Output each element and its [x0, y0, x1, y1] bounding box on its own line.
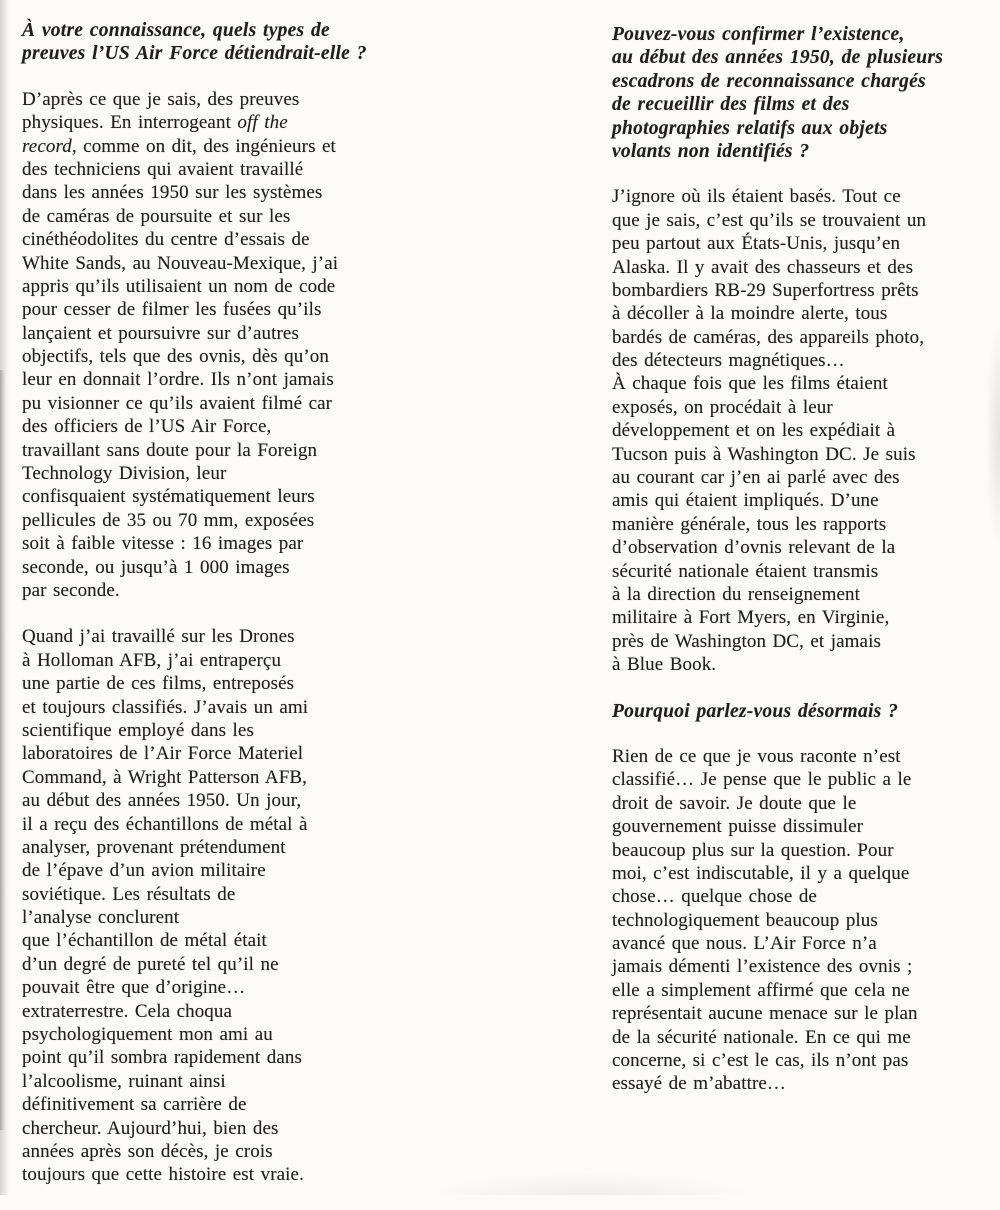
text-line	[22, 929, 387, 952]
text-line	[612, 815, 987, 838]
text-segment: chose… quelque chose de	[612, 886, 817, 908]
text-segment: extraterrestre. Cela choqua	[22, 1000, 233, 1022]
text-segment: lançaient et poursuivre sur d’autres	[22, 322, 299, 344]
text-line	[22, 1117, 387, 1140]
text-line	[22, 953, 387, 976]
text-line	[612, 768, 987, 791]
scan-artifact-bottom-smudge	[430, 1173, 750, 1195]
text-line	[612, 606, 987, 629]
text-segment: des officiers de l’US Air Force,	[22, 416, 272, 438]
text-line	[22, 205, 387, 228]
text-line	[22, 415, 387, 438]
text-line	[22, 719, 387, 742]
text-line	[612, 1049, 987, 1072]
text-segment: définitivement sa carrière de	[22, 1094, 247, 1116]
scan-artifact-left-edge	[0, 0, 9, 1195]
text-line	[612, 979, 987, 1002]
text-segment: bardés de caméras, des appareils photo,	[612, 326, 925, 348]
text-segment: D’après ce que je sais, des preuves	[22, 88, 300, 110]
text-segment: années après son décès, je crois	[22, 1140, 273, 1162]
text-line	[612, 862, 987, 885]
text-segment: droit de savoir. Je doute que le	[612, 792, 857, 814]
text-segment: technologiquement beaucoup plus	[612, 909, 878, 931]
text-line	[22, 88, 387, 111]
text-segment: photographies relatifs aux objets	[612, 117, 888, 139]
text-segment: Rien de ce que je vous raconte n’est	[612, 745, 901, 767]
text-line	[612, 46, 987, 69]
text-line	[22, 1140, 387, 1163]
text-segment: que l’échantillon de métal était	[22, 930, 267, 952]
interview-question	[612, 700, 987, 723]
text-segment: à Holloman AFB, j’ai entraperçu	[22, 649, 282, 671]
text-segment: chercheur. Aujourd’hui, bien des	[22, 1117, 279, 1139]
text-line	[22, 345, 387, 368]
text-line	[22, 556, 387, 579]
text-segment: J’ignore où ils étaient basés. Tout ce	[612, 186, 901, 208]
text-line	[612, 466, 987, 489]
text-line	[22, 439, 387, 462]
text-line	[22, 19, 387, 42]
text-segment: Quand j’ai travaillé sur les Drones	[22, 626, 295, 648]
text-segment: classifié… Je pense que le public a le	[612, 769, 912, 791]
text-segment: psychologiquement mon ami au	[22, 1024, 273, 1046]
text-line	[22, 1163, 387, 1186]
text-segment: près de Washington DC, et jamais	[612, 630, 881, 652]
italic-text-segment: record	[22, 135, 72, 157]
text-line	[22, 228, 387, 251]
text-line	[22, 813, 387, 836]
text-line	[612, 885, 987, 908]
text-line	[612, 349, 987, 372]
text-segment: Tucson puis à Washington DC. Je suis	[612, 443, 916, 465]
text-line	[22, 532, 387, 555]
text-line	[22, 766, 387, 789]
text-segment: développement et on les expédiait à	[612, 420, 896, 442]
text-segment: concerne, si c’est le cas, ils n’ont pas	[612, 1050, 909, 1072]
text-segment: Pouvez-vous confirmer l’existence,	[612, 24, 905, 45]
interview-answer	[22, 88, 387, 603]
text-segment: bombardiers RB-29 Superfortress prêts	[612, 279, 919, 301]
text-segment: avancé que nous. L’Air Force n’a	[612, 933, 877, 955]
text-segment: analyser, provenant prétendument	[22, 836, 286, 858]
text-segment: volants non identifiés ?	[612, 140, 810, 162]
text-segment: à Blue Book.	[612, 654, 717, 676]
text-segment: seconde, ou jusqu’à 1 000 images	[22, 556, 290, 578]
text-segment: dans les années 1950 sur les systèmes	[22, 182, 323, 204]
text-segment: travaillant sans doute pour la Foreign	[22, 439, 318, 461]
text-line	[612, 513, 987, 536]
text-line	[22, 158, 387, 181]
text-line	[612, 583, 987, 606]
text-segment: peu partout aux États-Unis, jusqu’en	[612, 233, 901, 255]
text-segment: l’alcoolisme, ruinant ainsi	[22, 1070, 226, 1092]
text-line	[22, 485, 387, 508]
text-segment: essayé de m’abattre…	[612, 1073, 787, 1095]
text-line	[612, 326, 987, 349]
text-segment: à décoller à la moindre alerte, tous	[612, 303, 888, 325]
text-line	[612, 232, 987, 255]
text-line	[22, 1000, 387, 1023]
text-line	[22, 298, 387, 321]
text-segment: que je sais, c’est qu’ils se trouvaient un	[612, 209, 927, 231]
text-line	[22, 976, 387, 999]
text-line	[22, 275, 387, 298]
text-line	[22, 42, 387, 65]
text-line	[22, 836, 387, 859]
text-line	[612, 653, 987, 676]
text-segment: manière générale, tous les rapports	[612, 513, 887, 535]
text-line	[612, 1002, 987, 1025]
text-line	[612, 630, 987, 653]
text-segment: des détecteurs magnétiques…	[612, 350, 845, 372]
text-line	[612, 792, 987, 815]
text-segment: objectifs, tels que des ovnis, dès qu’on	[22, 346, 329, 368]
text-line	[612, 560, 987, 583]
text-segment: preuves l’US Air Force détiendrait-elle ?	[22, 43, 367, 65]
text-segment: de recueillir des films et des	[612, 94, 850, 116]
text-segment: au début des années 1950. Un jour,	[22, 790, 302, 812]
text-line	[22, 1070, 387, 1093]
text-line	[22, 1093, 387, 1116]
text-segment: jamais démenti l’existence des ovnis ;	[612, 956, 913, 978]
text-segment: amis qui étaient impliqués. D’une	[612, 490, 879, 512]
text-segment: représentait aucune menace sur le plan	[612, 1003, 918, 1025]
text-line	[612, 443, 987, 466]
text-segment: À votre connaissance, quels types de	[22, 20, 330, 41]
text-segment: point qu’il sombra rapidement dans	[22, 1047, 302, 1069]
text-line	[612, 489, 987, 512]
text-segment: pu visionner ce qu’ils avaient filmé car	[22, 392, 333, 414]
text-line	[22, 696, 387, 719]
interview-answer	[612, 185, 987, 676]
text-segment: physiques. En interrogeant	[22, 112, 238, 134]
text-segment: pour cesser de filmer les fusées qu’ils	[22, 299, 322, 321]
text-segment: militaire à Fort Myers, en Virginie,	[612, 607, 890, 629]
column-right	[612, 23, 987, 1119]
text-segment: de caméras de poursuite et sur les	[22, 205, 291, 227]
text-segment: à la direction du renseignement	[612, 583, 860, 605]
text-line	[22, 883, 387, 906]
text-line	[612, 1072, 987, 1095]
text-line	[612, 419, 987, 442]
text-line	[22, 1023, 387, 1046]
column-left	[22, 19, 387, 1210]
text-line	[612, 700, 987, 723]
text-line	[612, 279, 987, 302]
scan-artifact-right-smudge	[986, 320, 1000, 550]
interview-answer	[612, 745, 987, 1096]
text-line	[612, 955, 987, 978]
text-line	[612, 93, 987, 116]
text-line	[612, 302, 987, 325]
text-line	[612, 185, 987, 208]
text-line	[612, 256, 987, 279]
text-line	[612, 536, 987, 559]
text-line	[612, 932, 987, 955]
text-line	[612, 70, 987, 93]
text-segment: gouvernement puisse dissimuler	[612, 816, 864, 838]
italic-text-segment: off the	[237, 112, 288, 134]
text-line	[22, 649, 387, 672]
scan-artifact-left-edge-dark	[0, 370, 5, 1130]
text-line	[22, 1046, 387, 1069]
text-segment: sécurité nationale étaient transmis	[612, 560, 879, 582]
text-segment: de la sécurité nationale. En ce qui me	[612, 1026, 911, 1048]
text-segment: soit à faible vitesse : 16 images par	[22, 533, 304, 555]
text-line	[22, 368, 387, 391]
text-line	[612, 745, 987, 768]
text-segment: laboratoires de l’Air Force Materiel	[22, 743, 304, 765]
text-line	[612, 396, 987, 419]
text-segment: escadrons de reconnaissance chargés	[612, 70, 926, 92]
text-line	[22, 742, 387, 765]
text-line	[22, 859, 387, 882]
text-line	[612, 209, 987, 232]
text-line	[22, 906, 387, 929]
text-segment: elle a simplement affirmé que cela ne	[612, 979, 910, 1001]
text-segment: soviétique. Les résultats de	[22, 883, 236, 905]
text-segment: Pourquoi parlez-vous désormais ?	[612, 700, 899, 722]
text-segment: d’un degré de pureté tel qu’il ne	[22, 953, 279, 975]
text-segment: pouvait être que d’origine…	[22, 977, 246, 999]
text-segment: toujours que cette histoire est vraie.	[22, 1164, 304, 1186]
text-line	[22, 509, 387, 532]
text-segment: , comme on dit, des ingénieurs et	[71, 135, 336, 157]
text-segment: cinéthéodolites du centre d’essais de	[22, 229, 310, 251]
text-segment: scientifique employé dans les	[22, 719, 254, 741]
text-line	[612, 839, 987, 862]
text-segment: confisquaient systématiquement leurs	[22, 486, 315, 508]
text-line	[612, 140, 987, 163]
text-line	[22, 579, 387, 602]
text-segment: leur en donnait l’ordre. Ils n’ont jamais	[22, 369, 334, 391]
interview-answer	[22, 625, 387, 1186]
text-line	[22, 111, 387, 134]
text-segment: au courant car j’en ai parlé avec des	[612, 467, 900, 489]
text-segment: beaucoup plus sur la question. Pour	[612, 839, 894, 861]
text-line	[612, 23, 987, 46]
text-line	[22, 625, 387, 648]
text-line	[22, 789, 387, 812]
text-segment: au début des années 1950, de plusieurs	[612, 47, 944, 69]
text-line	[22, 322, 387, 345]
text-segment: l’analyse conclurent	[22, 907, 180, 929]
text-segment: pellicules de 35 ou 70 mm, exposées	[22, 509, 315, 531]
text-line	[22, 462, 387, 485]
text-segment: À chaque fois que les films étaient	[612, 373, 888, 395]
text-segment: par seconde.	[22, 579, 120, 601]
text-line	[22, 181, 387, 204]
text-line	[22, 135, 387, 158]
text-segment: d’observation d’ovnis relevant de la	[612, 537, 896, 559]
text-segment: moi, c’est indiscutable, il y a quelque	[612, 862, 910, 884]
text-line	[612, 117, 987, 140]
text-line	[612, 372, 987, 395]
text-segment: exposés, on procédait à leur	[612, 396, 833, 418]
text-segment: et toujours classifiés. J’avais un ami	[22, 696, 309, 718]
interview-question	[22, 19, 387, 66]
text-line	[612, 1026, 987, 1049]
text-line	[22, 252, 387, 275]
text-line	[22, 672, 387, 695]
text-line	[22, 392, 387, 415]
text-segment: Command, à Wright Patterson AFB,	[22, 766, 308, 788]
text-segment: Alaska. Il y avait des chasseurs et des	[612, 256, 914, 278]
text-segment: White Sands, au Nouveau-Mexique, j’ai	[22, 252, 339, 274]
text-segment: une partie de ces films, entreposés	[22, 673, 295, 695]
text-segment: Technology Division, leur	[22, 463, 227, 485]
text-segment: des techniciens qui avaient travaillé	[22, 158, 304, 180]
text-segment: de l’épave d’un avion militaire	[22, 860, 266, 882]
interview-question	[612, 23, 987, 163]
text-segment: appris qu’ils utilisaient un nom de code	[22, 275, 336, 297]
text-line	[612, 909, 987, 932]
text-segment: il a reçu des échantillons de métal à	[22, 813, 308, 835]
